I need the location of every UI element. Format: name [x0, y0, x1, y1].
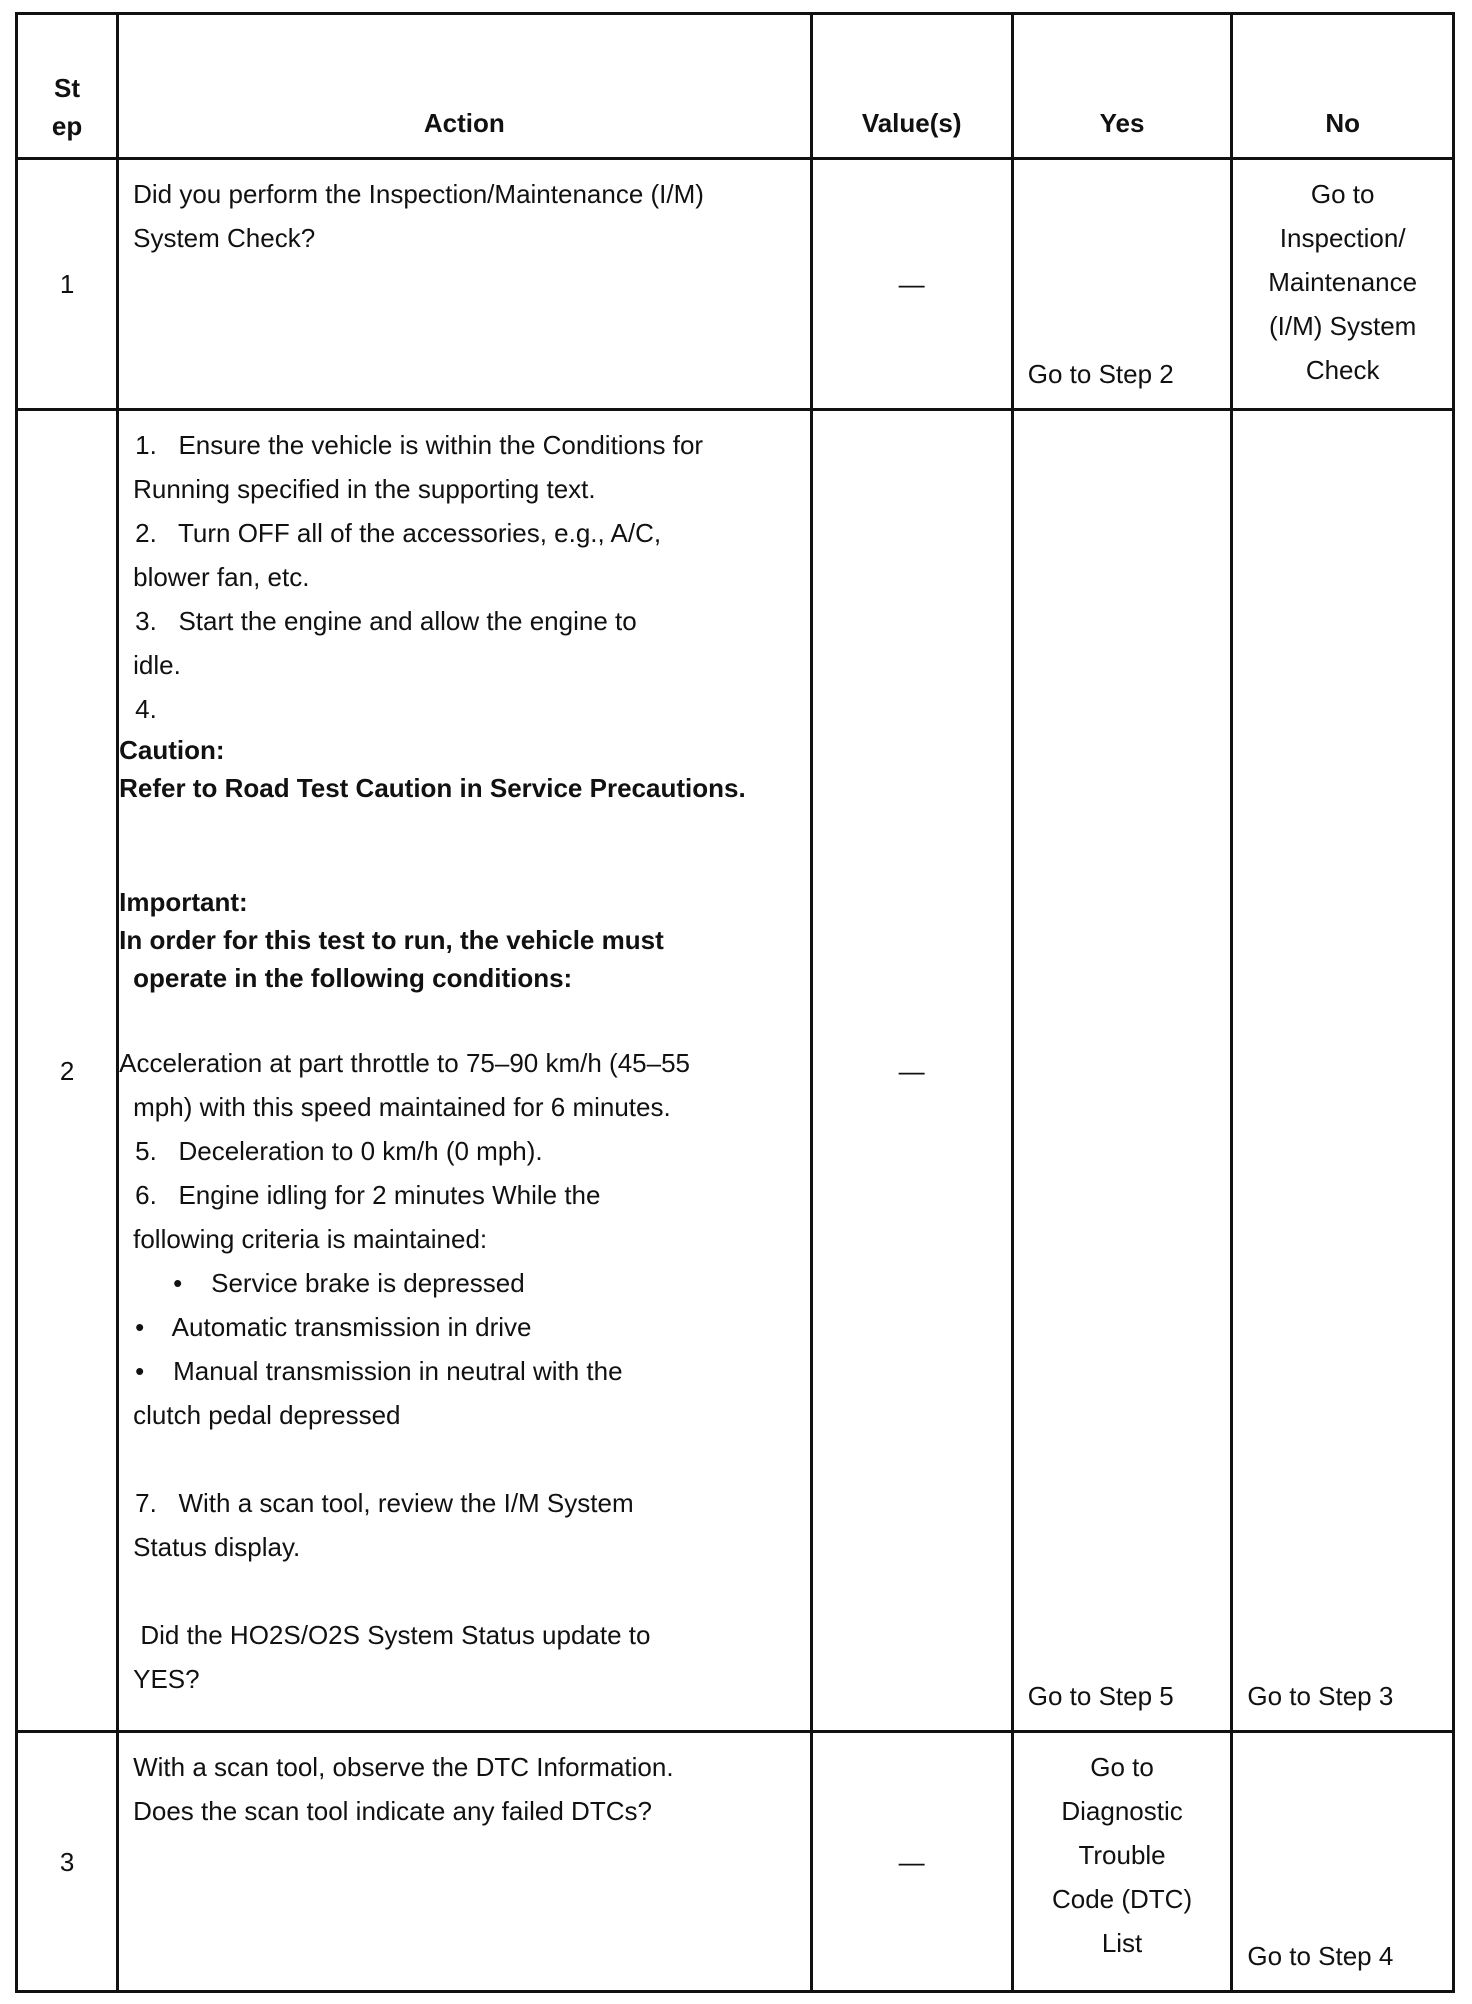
header-action: Action — [118, 14, 811, 159]
question-text: Did the HO2S/O2S System Status update to — [133, 1620, 651, 1650]
no-cell: Go to Step 4 — [1232, 1732, 1454, 1992]
table-row — [17, 410, 1454, 1732]
list-item: • Service brake is depressed — [173, 1268, 525, 1298]
action-cell: 1. Ensure the vehicle is within the Conditions for Running specified in the supporting text. 2. Turn OFF all of the accessories, e.g., A/C, blower fan, etc. 3. Start the engine and allow the engine to idle. 4. Caution: Refer to Road Test Caution in Service Precautions. Important: In order for this test to run, the vehicle must operate in the following conditions: Acceleration at part throttle to 75–90 km/h (45–55 mph) with this speed maintained for 6 minutes. 5. Deceleration to 0 km/h (0 mph). 6. Engine idling for 2 minutes While the following criteria is maintained: • Service brake is depressed • Automatic transmission in drive • Manual transmission in neutral with the clutch pedal depressed 7. With a scan tool, review the I/M System Status display. Did the HO2S/O2S System Status update to YES? — [118, 410, 811, 1732]
yes-cell: Go to Step 2 — [1012, 159, 1232, 410]
header-no: No — [1232, 14, 1454, 159]
header-values: Value(s) — [811, 14, 1012, 159]
action-cell: With a scan tool, observe the DTC Information. Does the scan tool indicate any failed DTCs? — [118, 1732, 811, 1992]
values-cell: — — [811, 1732, 1012, 1992]
values-cell: — — [811, 159, 1012, 410]
step-number: 2 — [17, 410, 118, 1732]
header-step: St ep — [17, 14, 118, 159]
yes-cell: Go to Step 5 — [1012, 410, 1232, 1732]
step-number: 1 — [17, 159, 118, 410]
caution-text: Refer to Road Test Caution in Service Precautions. — [119, 773, 746, 803]
important-text: In order for this test to run, the vehicle must — [119, 925, 664, 955]
no-cell: Go to Step 3 — [1232, 410, 1454, 1732]
no-cell: Go to Inspection/ Maintenance (I/M) System Check — [1232, 159, 1454, 410]
list-item: • Manual transmission in neutral with the — [135, 1356, 623, 1386]
table-row — [17, 159, 1454, 410]
step-number: 3 — [17, 1732, 118, 1992]
list-item: • Automatic transmission in drive — [135, 1312, 532, 1342]
caution-label: Caution: — [119, 735, 225, 765]
header-row — [17, 14, 1454, 159]
diagnostic-table-page — [15, 12, 1455, 1990]
action-cell: Did you perform the Inspection/Maintenance (I/M) System Check? — [118, 159, 811, 410]
values-cell: — — [811, 410, 1012, 1732]
diagnostic-steps-table — [15, 12, 1455, 1993]
important-label: Important: — [119, 887, 248, 917]
table-row — [17, 1732, 1454, 1992]
header-yes: Yes — [1012, 14, 1232, 159]
yes-cell: Go to Diagnostic Trouble Code (DTC) List — [1012, 1732, 1232, 1992]
